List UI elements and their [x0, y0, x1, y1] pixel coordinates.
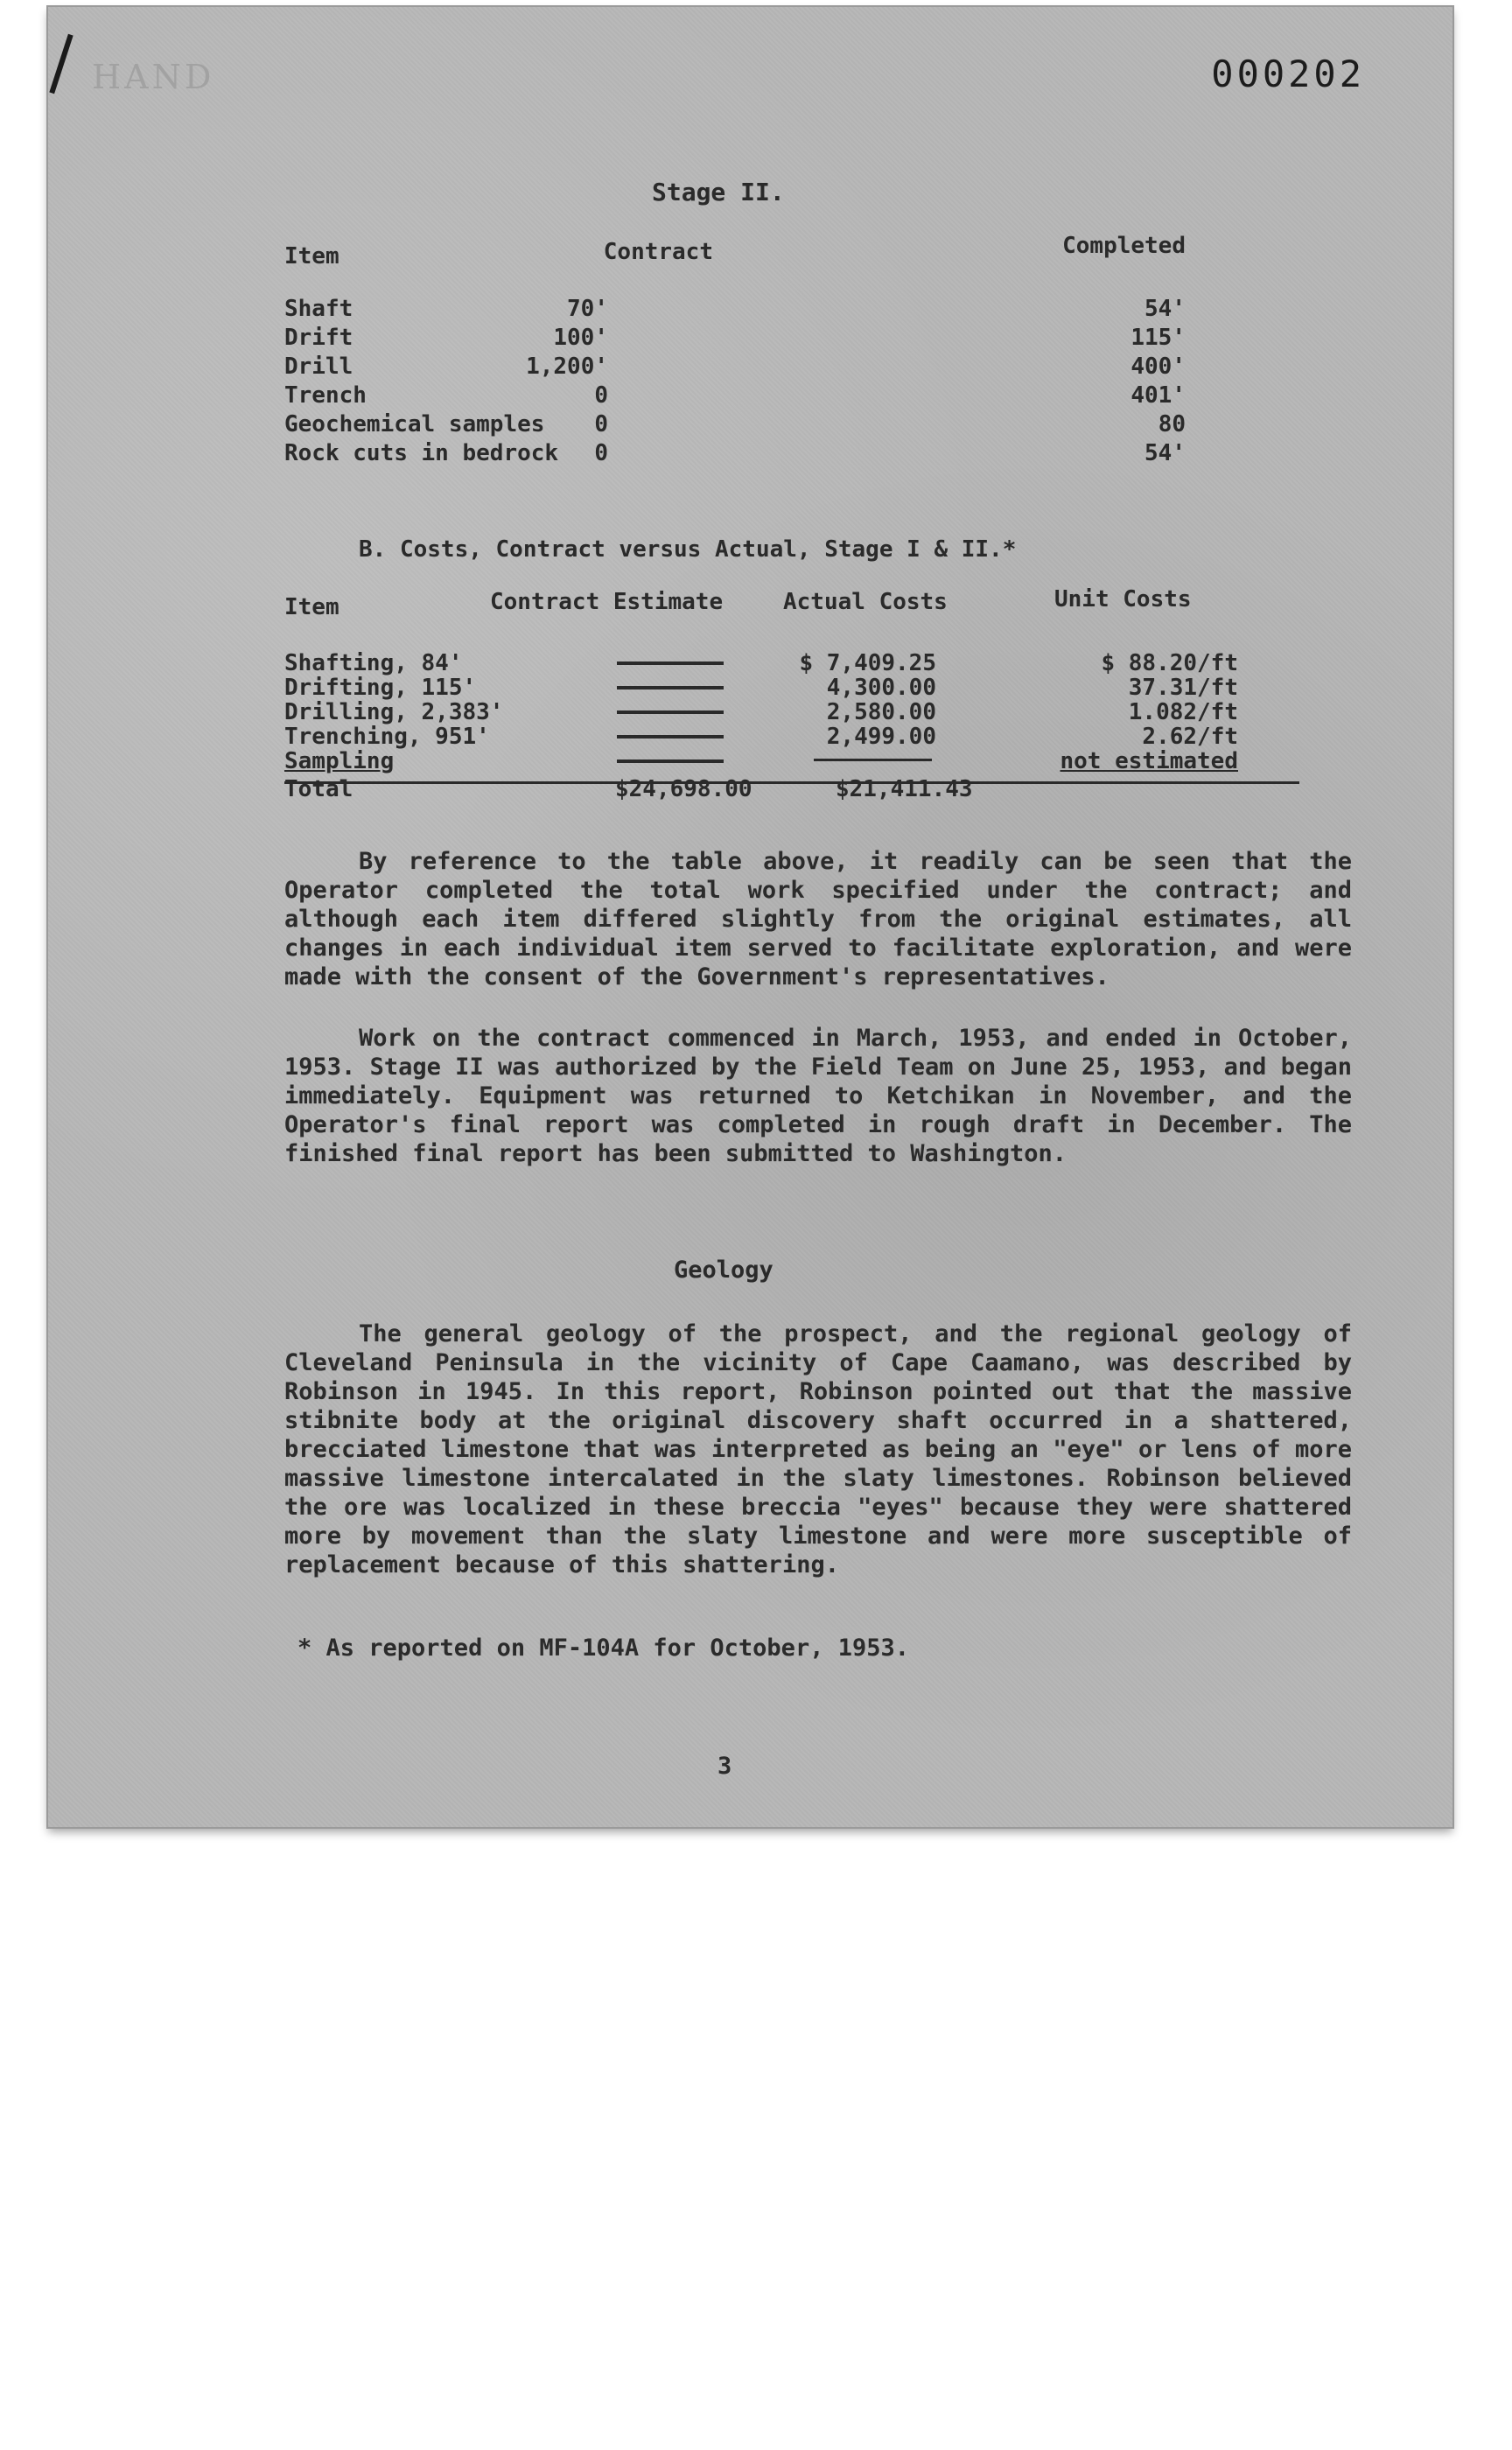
- costs-col-unit: Unit Costs: [1054, 586, 1192, 612]
- costs-table: [284, 586, 1352, 802]
- stage2-row: [284, 382, 1282, 411]
- stage2-contract: 1,200': [526, 354, 608, 380]
- stage2-completed: 115': [1130, 325, 1186, 351]
- stage2-completed: 401': [1130, 382, 1186, 409]
- costs-item: Drilling, 2,383': [284, 699, 504, 725]
- costs-item: Drifting, 115': [284, 675, 477, 701]
- stage2-contract: 0: [594, 440, 608, 466]
- costs-col-item: Item: [284, 594, 340, 620]
- costs-title: B. Costs, Contract versus Actual, Stage I & II.*: [359, 536, 1017, 563]
- costs-unit: 2.62/ft: [1142, 724, 1238, 750]
- geology-title: Geology: [674, 1256, 774, 1284]
- costs-unit: 37.31/ft: [1128, 675, 1238, 701]
- stage2-col-completed: Completed: [1062, 233, 1186, 259]
- stage2-item: Drill: [284, 354, 354, 380]
- paragraph-schedule-text: Work on the contract commenced in March, 1953, and ended in October, 1953. Stage II was authorized by the Field Team on June 25, 1953, and began immediately. Equipment was returned to Ketchikan in November, and the Operator's final report was completed in rough draft in December. The finished final report has been submitted to Washington.: [284, 1025, 1352, 1167]
- costs-actual: $ 7,409.25: [799, 650, 936, 676]
- stage2-row: [284, 411, 1282, 440]
- stage2-row: [284, 354, 1282, 382]
- stage2-item: Geochemical samples: [284, 411, 545, 438]
- costs-row: [284, 675, 1352, 699]
- costs-total-estimate: $24,698.00: [615, 776, 752, 802]
- footnote: * As reported on MF-104A for October, 1953.: [298, 1634, 909, 1662]
- stage2-title: Stage II.: [652, 178, 785, 206]
- stage2-completed: 54': [1144, 440, 1186, 466]
- costs-actual: 2,580.00: [826, 699, 936, 725]
- costs-total-label: Total: [284, 776, 354, 802]
- costs-row: [284, 748, 1352, 773]
- costs-actual: 4,300.00: [826, 675, 936, 701]
- costs-row: [284, 650, 1352, 675]
- estimate-dash: [617, 662, 724, 665]
- stage2-contract: 0: [594, 382, 608, 409]
- costs-row: [284, 699, 1352, 724]
- stage2-completed: 400': [1130, 354, 1186, 380]
- costs-col-actual: Actual Costs: [783, 589, 948, 615]
- paragraph-schedule: [284, 1024, 1352, 1168]
- paragraph-summary: [284, 847, 1352, 991]
- costs-item: Trenching, 951': [284, 724, 490, 750]
- costs-total-actual: $21,411.43: [836, 776, 973, 802]
- costs-row: [284, 724, 1352, 748]
- costs-unit: not estimated: [1060, 748, 1238, 774]
- stage2-item: Shaft: [284, 296, 354, 322]
- stage2-contract: 0: [594, 411, 608, 438]
- estimate-dash: [617, 710, 724, 714]
- stage2-item: Trench: [284, 382, 367, 409]
- scanned-page: [48, 7, 1452, 1827]
- stage2-row: [284, 325, 1282, 354]
- costs-header-row: [284, 586, 1352, 650]
- costs-actual: 2,499.00: [826, 724, 936, 750]
- actual-subtotal-rule: [814, 759, 932, 761]
- costs-item: Sampling: [284, 748, 395, 774]
- pen-mark: [49, 34, 73, 94]
- stage2-row: [284, 440, 1282, 469]
- costs-unit: $ 88.20/ft: [1101, 650, 1238, 676]
- estimate-dash: [617, 735, 724, 738]
- costs-item: Shafting, 84': [284, 650, 463, 676]
- costs-total-row: [284, 776, 1352, 801]
- stage2-item: Rock cuts in bedrock: [284, 440, 559, 466]
- stage2-col-contract: Contract: [603, 239, 713, 265]
- stage2-contract: 100': [553, 325, 608, 351]
- stage2-row: [284, 296, 1282, 325]
- faint-stamp: HAND: [92, 58, 215, 96]
- stage2-table: [284, 233, 1282, 469]
- costs-unit: 1.082/ft: [1128, 699, 1238, 725]
- stage2-item: Drift: [284, 325, 354, 351]
- paragraph-summary-text: By reference to the table above, it readily can be seen that the Operator completed the total work specified under the contract; and although each item differed slightly from the original estimates, all changes in each individual item served to facilitate exploration, and were made with the consent of the Government's representatives.: [284, 848, 1352, 990]
- document-number: 000202: [1211, 52, 1365, 95]
- estimate-dash: [617, 686, 724, 690]
- paragraph-geology-text: The general geology of the prospect, and the regional geology of Cleveland Peninsula in the vicinity of Cape Caamano, was described by Robinson in 1945. In this report, Robinson pointed out that the massive stibnite body at the original discovery shaft occurred in a shattered, brecciated limestone that was interpreted as being an "eye" or lens of more massive limestone intercalated in the slaty limestones. Robinson believed the ore was localized in these breccia "eyes" because they were shattered more by movement than the slaty limestone and were more susceptible of replacement because of this shattering.: [284, 1320, 1352, 1578]
- stage2-completed: 80: [1158, 411, 1186, 438]
- stage2-header-row: [284, 233, 1282, 296]
- paragraph-geology: [284, 1320, 1352, 1579]
- stage2-contract: 70': [567, 296, 608, 322]
- stage2-completed: 54': [1144, 296, 1186, 322]
- costs-col-estimate: Contract Estimate: [490, 589, 724, 615]
- estimate-dash: [617, 760, 724, 763]
- stage2-col-item: Item: [284, 243, 340, 270]
- page-number: 3: [718, 1753, 732, 1780]
